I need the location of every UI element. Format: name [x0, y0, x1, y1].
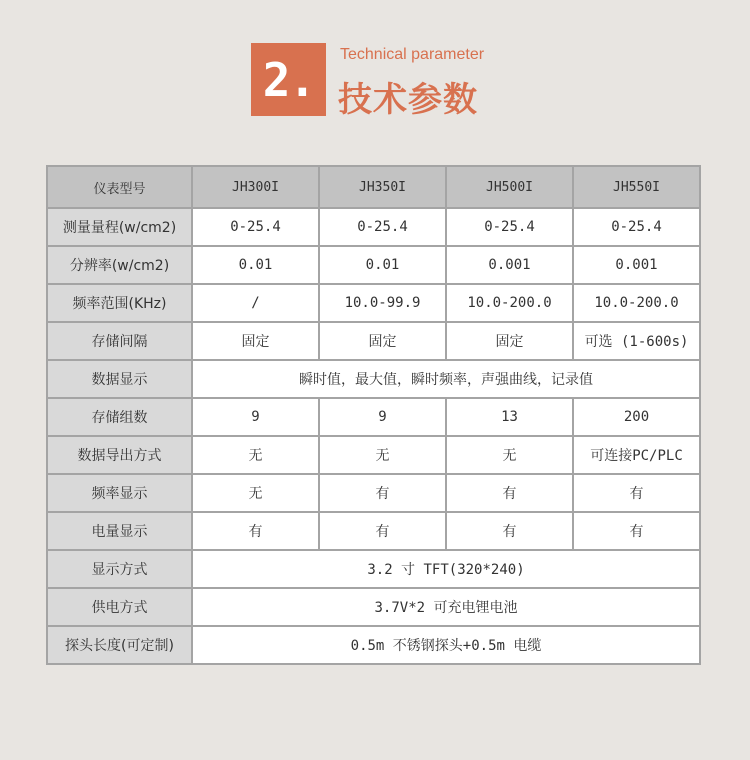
value-cell: / [192, 284, 319, 322]
table-row [47, 550, 700, 588]
section-number-badge: 2. [251, 43, 326, 116]
value-cell: 固定 [446, 322, 573, 360]
value-cell: 有 [446, 512, 573, 550]
value-cell: 9 [192, 398, 319, 436]
section-title-english: Technical parameter [340, 46, 485, 63]
row-label-cell: 测量量程(w/cm2) [47, 208, 192, 246]
value-cell: 可连接PC/PLC [573, 436, 700, 474]
value-cell: 13 [446, 398, 573, 436]
value-cell: 200 [573, 398, 700, 436]
value-cell: 有 [446, 474, 573, 512]
value-cell: 0-25.4 [319, 208, 446, 246]
row-label-cell: 存储间隔 [47, 322, 192, 360]
table-row [47, 436, 700, 474]
value-cell: 有 [573, 474, 700, 512]
header-cell-model-jh550i: JH550I [573, 166, 700, 208]
value-cell: 有 [319, 474, 446, 512]
header-cell-model-jh350i: JH350I [319, 166, 446, 208]
value-cell: 无 [446, 436, 573, 474]
merged-value-cell: 3.7V*2 可充电锂电池 [192, 588, 700, 626]
table-row [47, 246, 700, 284]
value-cell: 0.01 [319, 246, 446, 284]
table-row [47, 626, 700, 664]
row-label-cell: 频率显示 [47, 474, 192, 512]
row-label-cell: 供电方式 [47, 588, 192, 626]
header-cell-model-jh500i: JH500I [446, 166, 573, 208]
value-cell: 10.0-200.0 [573, 284, 700, 322]
value-cell: 有 [573, 512, 700, 550]
row-label-cell: 电量显示 [47, 512, 192, 550]
value-cell: 固定 [192, 322, 319, 360]
value-cell: 0-25.4 [573, 208, 700, 246]
table-row [47, 474, 700, 512]
value-cell: 可选 (1-600s) [573, 322, 700, 360]
header-cell-model: 仪表型号 [47, 166, 192, 208]
table-row [47, 398, 700, 436]
merged-value-cell: 0.5m 不锈钢探头+0.5m 电缆 [192, 626, 700, 664]
value-cell: 无 [192, 474, 319, 512]
table-row [47, 322, 700, 360]
value-cell: 固定 [319, 322, 446, 360]
row-label-cell: 数据显示 [47, 360, 192, 398]
header-cell-model-jh300i: JH300I [192, 166, 319, 208]
row-label-cell: 探头长度(可定制) [47, 626, 192, 664]
merged-value-cell: 瞬时值，最大值，瞬时频率，声强曲线，记录值 [192, 360, 700, 398]
value-cell: 10.0-200.0 [446, 284, 573, 322]
table-row [47, 284, 700, 322]
table-row [47, 512, 700, 550]
row-label-cell: 显示方式 [47, 550, 192, 588]
technical-parameter-table [46, 165, 701, 665]
row-label-cell: 频率范围(KHz) [47, 284, 192, 322]
table-header-row [47, 166, 700, 208]
value-cell: 0.001 [446, 246, 573, 284]
row-label-cell: 数据导出方式 [47, 436, 192, 474]
table-row [47, 208, 700, 246]
merged-value-cell: 3.2 寸 TFT(320*240) [192, 550, 700, 588]
table-row [47, 588, 700, 626]
section-title-chinese: 技术参数 [338, 80, 478, 120]
value-cell: 0-25.4 [192, 208, 319, 246]
value-cell: 10.0-99.9 [319, 284, 446, 322]
row-label-cell: 分辨率(w/cm2) [47, 246, 192, 284]
value-cell: 0.01 [192, 246, 319, 284]
value-cell: 无 [319, 436, 446, 474]
section-header [0, 0, 750, 150]
value-cell: 有 [319, 512, 446, 550]
row-label-cell: 存储组数 [47, 398, 192, 436]
table-row [47, 360, 700, 398]
value-cell: 0-25.4 [446, 208, 573, 246]
value-cell: 有 [192, 512, 319, 550]
value-cell: 0.001 [573, 246, 700, 284]
value-cell: 9 [319, 398, 446, 436]
value-cell: 无 [192, 436, 319, 474]
